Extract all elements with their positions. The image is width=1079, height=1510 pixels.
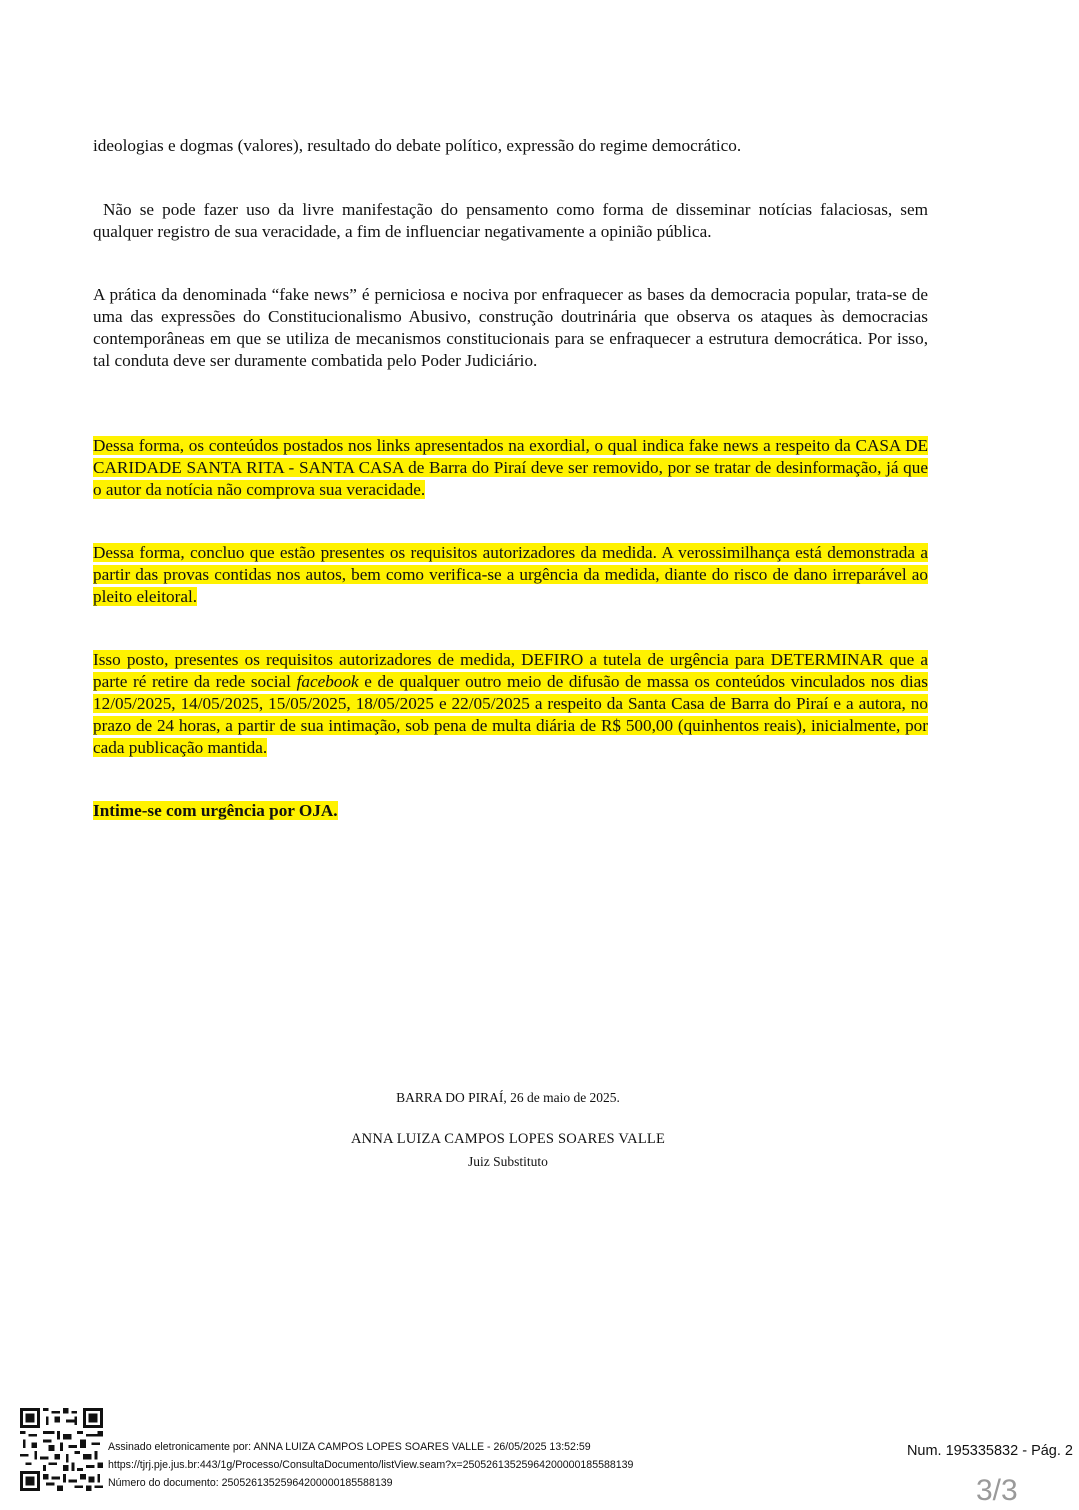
- signature-role: Juiz Substituto: [468, 1154, 548, 1169]
- paragraph-6-highlighted: [93, 649, 928, 759]
- highlighted-text: Dessa forma, concluo que estão presentes os requisitos autorizadores da medida. A verossimilhança está demonstrada a partir das provas contidas nos autos, bem como verifica-se a urgência da medida, diante do risco de dano irreparável ao pleito eleitoral.: [93, 543, 928, 606]
- paragraph-5-highlighted: [93, 542, 928, 608]
- highlighted-bold-text: Intime-se com urgência por OJA.: [93, 801, 338, 820]
- highlighted-italic-text: facebook: [296, 672, 359, 691]
- qr-code-icon: [20, 1408, 103, 1491]
- document-url-link[interactable]: https://tjrj.pje.jus.br:443/1g/Processo/ConsultaDocumento/listView.seam?x=25052613525964200000185588139: [108, 1459, 634, 1471]
- paragraph-2: Não se pode fazer uso da livre manifestação do pensamento como forma de disseminar notícias falaciosas, sem qualquer registro de sua veracidade, a fim de influenciar negativamente a opinião pública.: [93, 200, 928, 241]
- signed-by-text: Assinado eletronicamente por: ANNA LUIZA CAMPOS LOPES SOARES VALLE - 26/05/2025 13:52:59: [108, 1441, 591, 1453]
- document-number-text: Número do documento: 25052613525964200000185588139: [108, 1477, 393, 1489]
- page-indicator: 3/3: [976, 1474, 1018, 1507]
- paragraph-7-highlighted: [93, 800, 928, 822]
- highlighted-text: e de qualquer outro meio de difusão de massa os conteúdos vinculados nos dias 12/05/2025, 14/05/2025, 15/05/2025, 18/05/2025 e 22/05/2025 a respeito da Santa Casa de Barra do Piraí e a autora, no prazo de 24 horas, a partir de sua intimação, sob pena de multa diária de R$ 500,00 (quinhentos reais), inicialmente, por cada publicação mantida.: [93, 672, 928, 757]
- signature-place-date: BARRA DO PIRAÍ, 26 de maio de 2025.: [396, 1090, 620, 1105]
- paragraph-3: A prática da denominada “fake news” é perniciosa e nociva por enfraquecer as bases da democracia popular, trata-se de uma das expressões do Constitucionalismo Abusivo, construção doutrinária que observa os ataques às democracias contemporâneas em que se utiliza de mecanismos constitucionais para se enfraquecer a estrutura democrática. Por isso, tal conduta deve ser duramente combatida pelo Poder Judiciário.: [93, 285, 928, 370]
- highlighted-text: Isso posto, presentes os requisitos autorizadores de medida, DEFIRO a tutela de urgência para DETERMINAR que a parte ré retire da rede social: [93, 650, 928, 691]
- paragraph-1: ideologias e dogmas (valores), resultado do debate político, expressão do regime democrático.: [93, 136, 742, 155]
- highlighted-text: Dessa forma, os conteúdos postados nos links apresentados na exordial, o qual indica fake news a respeito da CASA DE CARIDADE SANTA RITA - SANTA CASA de Barra do Piraí deve ser removido, por se tratar de desinformação, já que o autor da notícia não comprova sua veracidade.: [93, 436, 928, 499]
- signature-name: ANNA LUIZA CAMPOS LOPES SOARES VALLE: [350, 1131, 666, 1147]
- paragraph-4-highlighted: [93, 435, 928, 501]
- page-number-label: Num. 195335832 - Pág. 2: [906, 1443, 1073, 1459]
